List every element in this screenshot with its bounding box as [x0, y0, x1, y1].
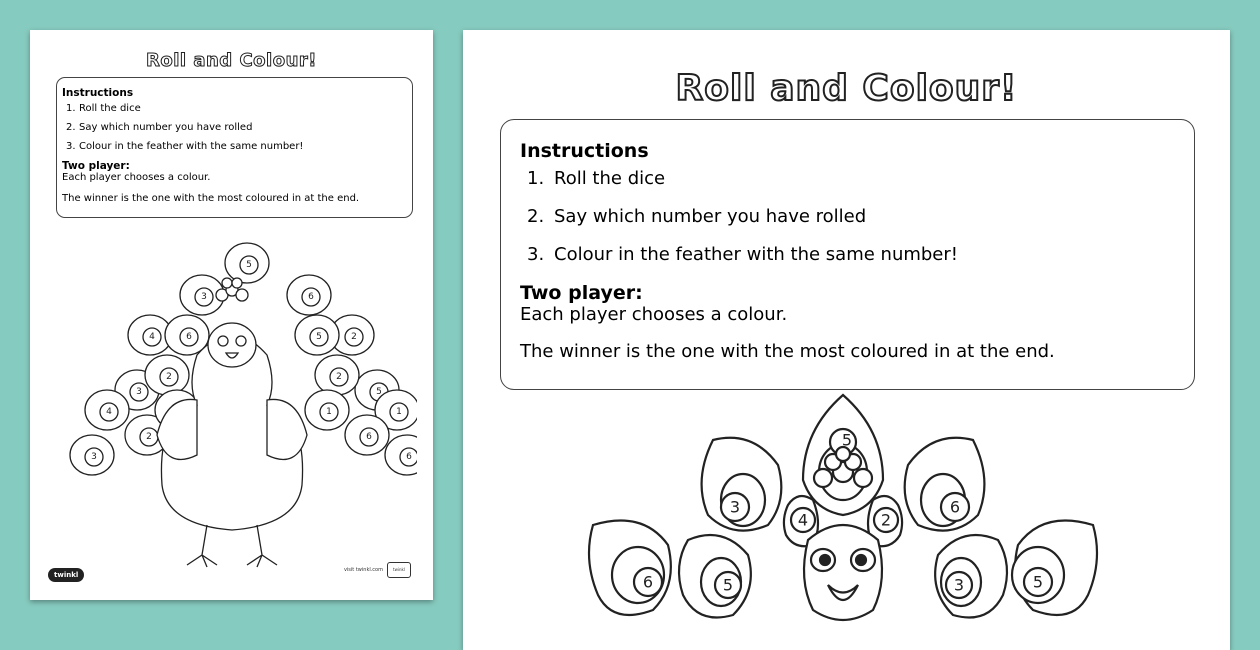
step-text: Say which number you have rolled: [79, 122, 253, 133]
thumb-feather: [145, 355, 189, 395]
thumb-feather: [345, 415, 389, 455]
feather-number: 6: [949, 497, 961, 517]
main-instructions-heading: Instructions: [520, 140, 649, 162]
thumb-feather-number: 3: [136, 387, 142, 397]
thumb-feather-number: 3: [91, 452, 97, 462]
feather-number: 6: [642, 572, 654, 592]
twinkl-logo: twinkl: [48, 568, 84, 582]
thumb-feather-number: 6: [308, 292, 314, 302]
main-step: [520, 206, 1194, 227]
feather-number: 5: [722, 575, 734, 595]
main-winner-text: The winner is the one with the most coloured in at the end.: [520, 341, 1055, 362]
feather-number: 3: [729, 497, 741, 517]
thumb-feather-number: 5: [246, 260, 252, 270]
thumb-feather-number: 2: [336, 372, 342, 382]
step-number: 1.: [527, 168, 545, 189]
thumb-feather: [305, 390, 349, 430]
main-two-player-text: Each player chooses a colour.: [520, 304, 788, 325]
thumb-feather-number: 5: [376, 387, 382, 397]
feather-number: 5: [841, 430, 853, 450]
thumb-feather-number: 1: [396, 407, 402, 417]
step-number: 3.: [66, 141, 76, 152]
thumb-feather: [70, 435, 114, 475]
thumb-feather-number: 4: [106, 407, 112, 417]
thumb-feather-number: 2: [351, 332, 357, 342]
feather-number: 3: [953, 575, 965, 595]
main-step: [520, 244, 1194, 265]
thumb-feather-number: 2: [166, 372, 172, 382]
thumb-feather: [85, 390, 129, 430]
thumb-feather: [385, 435, 417, 475]
step-text: Colour in the feather with the same number!: [79, 141, 304, 152]
thumb-steps-list: [62, 103, 412, 152]
thumb-feather: [287, 275, 331, 315]
thumb-title: Roll and Colour!: [146, 50, 317, 71]
thumb-step: [62, 141, 412, 152]
step-number: 1.: [66, 103, 76, 114]
step-number: 2.: [527, 206, 545, 227]
main-steps-list: [520, 168, 1194, 265]
step-text: Colour in the feather with the same number!: [554, 244, 958, 265]
footer-badge: twinkl: [387, 562, 411, 578]
worksheet-thumbnail[interactable]: [30, 30, 433, 600]
main-instructions-box: [500, 119, 1195, 390]
worksheet-main: [463, 30, 1230, 650]
thumb-instructions-box: [56, 77, 413, 218]
thumb-feather-number: 6: [186, 332, 192, 342]
thumb-feather: [295, 315, 339, 355]
thumb-feather-number: 5: [316, 332, 322, 342]
footer-right: [344, 562, 411, 578]
thumb-winner-text: The winner is the one with the most coloured in at the end.: [62, 193, 360, 204]
feather-number: 2: [880, 510, 892, 530]
thumb-step: [62, 103, 412, 114]
thumb-instructions-heading: Instructions: [62, 87, 134, 99]
thumb-feather-number: 3: [201, 292, 207, 302]
thumb-peacock-illustration: [47, 235, 417, 595]
main-peacock-illustration: [583, 390, 1103, 650]
main-two-player-heading: Two player:: [520, 282, 643, 304]
step-text: Say which number you have rolled: [554, 206, 867, 227]
thumb-feather-number: 6: [406, 452, 412, 462]
feather-number: 5: [1032, 572, 1044, 592]
thumb-feather: [225, 243, 269, 283]
main-step: [520, 168, 1194, 189]
step-number: 2.: [66, 122, 76, 133]
thumb-feather-number: 6: [366, 432, 372, 442]
thumb-feather-number: 2: [146, 432, 152, 442]
feather-number: 4: [797, 510, 809, 530]
thumb-two-player-text: Each player chooses a colour.: [62, 172, 211, 183]
thumb-feather-number: 4: [149, 332, 155, 342]
step-number: 3.: [527, 244, 545, 265]
step-text: Roll the dice: [79, 103, 141, 114]
thumb-step: [62, 122, 412, 133]
thumb-feather-number: 1: [326, 407, 332, 417]
step-text: Roll the dice: [554, 168, 666, 189]
thumb-two-player-heading: Two player:: [62, 160, 130, 172]
main-title: Roll and Colour!: [675, 68, 1018, 109]
footer-url: visit twinkl.com: [343, 567, 383, 573]
thumb-feather: [315, 355, 359, 395]
